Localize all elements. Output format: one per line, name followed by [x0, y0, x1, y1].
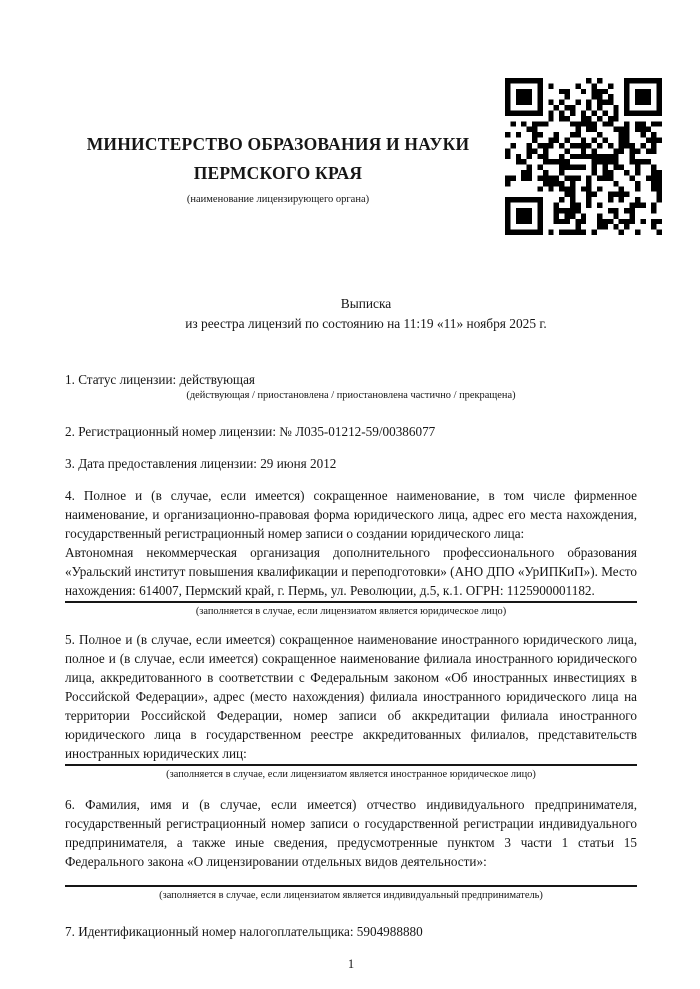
- legal-entity-value: Автономная некоммерческая организация дополнительного профессионального образования «Уральский институт повышения квалификации и переподготовки» (АНО ДПО «УрИПКиП»). Место нахождения: 614007, Пермский край, г. Пермь, ул. Революции, д.5, к.1. ОГРН: 1125900001182.: [65, 545, 637, 598]
- item-individual-entrepreneur: [65, 795, 637, 903]
- legal-entity-underline: [65, 601, 637, 603]
- ministry-name-line1: МИНИСТЕРСТВО ОБРАЗОВАНИЯ И НАУКИ: [86, 134, 470, 154]
- ministry-header: [65, 0, 491, 207]
- license-date-text: 3. Дата предоставления лицензии: 29 июня 2012: [65, 456, 337, 471]
- entrepreneur-underline: [65, 885, 637, 887]
- registration-number-text: 2. Регистрационный номер лицензии: № Л035-01212-59/00386077: [65, 424, 436, 439]
- item-foreign-entity: [65, 630, 637, 782]
- qr-code: [505, 78, 662, 235]
- item-license-date: [65, 454, 637, 473]
- foreign-entity-underline: [65, 764, 637, 766]
- document-title-line1: Выписка: [340, 296, 392, 311]
- foreign-entity-heading: 5. Полное и (в случае, если имеется) сокращенное наименование иностранного юридического лица, полное и (в случае, если имеется) сокращенное наименование филиала иностранного юридического лица, аккредитованного в соответствии с Федеральным законом «Об иностранных инвестициях в Российской Федерации», адрес (место нахождения) филиала иностранного юридического лица на территории Российской Федерации, номер записи об аккредитации филиала иностранного юридического лица в государственном реестре аккредитованных филиалов, представительств иностранных юридических лиц:: [65, 632, 637, 761]
- legal-entity-note: (заполняется в случае, если лицензиатом является юридическое лицо): [195, 606, 507, 617]
- entrepreneur-heading: 6. Фамилия, имя и (в случае, если имеется) отчество индивидуального предпринимателя, государственный регистрационный номер записи о государственной регистрации индивидуального предпринимателя, а также иные сведения, предусмотренные пунктом 3 части 1 статьи 15 Федерального закона «О лицензировании отдельных видов деятельности»:: [65, 797, 637, 869]
- item-registration-number: [65, 422, 637, 441]
- item-taxpayer-number: [65, 922, 637, 941]
- item-license-status: [65, 370, 637, 403]
- foreign-entity-note: (заполняется в случае, если лицензиатом является иностранное юридическое лицо): [166, 769, 536, 780]
- item-legal-entity: [65, 486, 637, 619]
- page-number: 1: [347, 957, 355, 971]
- document-title: [65, 294, 637, 334]
- ministry-caption: (наименование лицензирующего органа): [186, 194, 370, 205]
- license-status-text: 1. Статус лицензии: действующая: [65, 372, 256, 387]
- taxpayer-number-text: 7. Идентификационный номер налогоплательщика: 5904988880: [65, 924, 423, 939]
- document-title-line2: из реестра лицензий по состоянию на 11:19 «11» ноября 2025 г.: [185, 316, 547, 331]
- legal-entity-heading: 4. Полное и (в случае, если имеется) сокращенное наименование, в том числе фирменное наименование, и организационно-правовая форма юридического лица, адрес его места нахождения, государственный регистрационный номер записи о создании юридического лица:: [65, 488, 637, 541]
- license-status-note: (действующая / приостановлена / приостановлена частично / прекращена): [186, 390, 516, 401]
- entrepreneur-note: (заполняется в случае, если лицензиатом является индивидуальный предприниматель): [159, 890, 543, 901]
- ministry-name-line2: ПЕРМСКОГО КРАЯ: [193, 163, 363, 183]
